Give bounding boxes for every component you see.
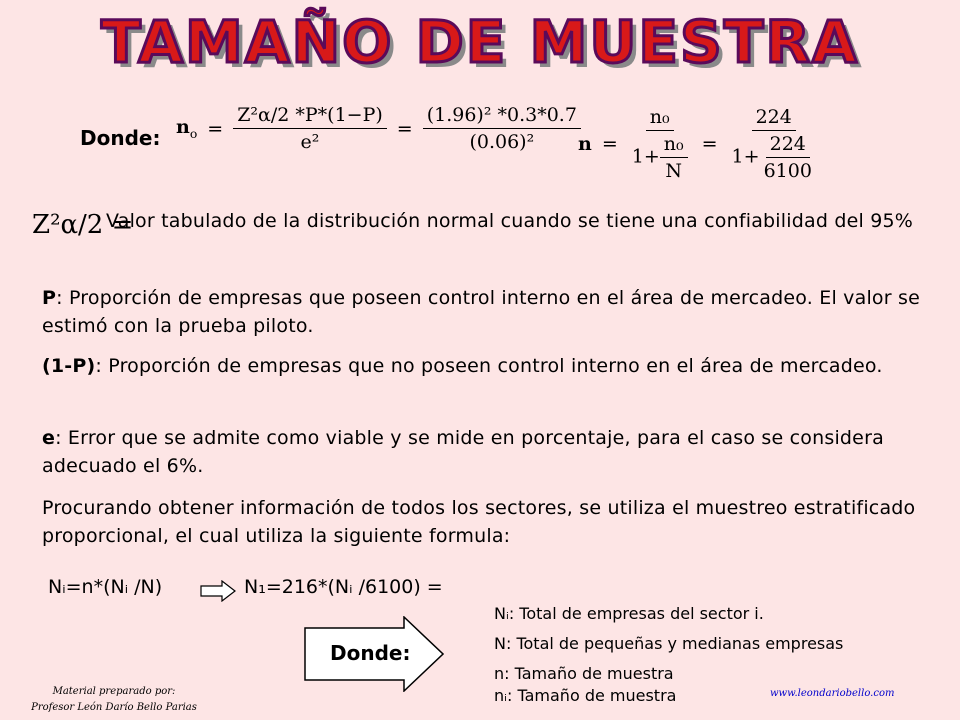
one-minus-p-description: : Proporción de empresas que no poseen control interno en el área de mercadeo. [95,355,883,377]
one-minus-p-label: (1-P) [42,355,96,377]
formula-n-symbolic: n₀ 1+ $\frac{\text{n₀}}{N}$ [628,106,692,182]
formula-n0: $n_o$ = $\frac{\text{Z²α/2 *P*(1−P)}}{\text{e²}}$ = $\frac{\text{(1.96)² *0.3*0.7}}{\text{(0.06)²}}$ [176,104,581,153]
slide-title: TAMAÑO DE MUESTRA [101,8,859,76]
p-description: : Proporción de empresas que poseen control interno en el área de mercadeo. El valor se estimó con la prueba piloto. [42,287,920,337]
formula-n0-lhs: $n_o$ [176,116,198,141]
credit-line-1: Material preparado por: [52,686,176,697]
formula-n-lhs: n [578,133,592,155]
e-description: : Error que se admite como viable y se mide en porcentaje, para el caso se considera adecuado el 6%. [42,427,884,477]
procurando-paragraph: Procurando obtener información de todos los sectores, se utiliza el muestreo estratificado proporcional, el cual utiliza la siguiente formula: [42,497,916,547]
formula-n0-values: $\frac{\text{(1.96)² *0.3*0.7}}{\text{(0.06)²}}$ [423,104,581,153]
formula-n: n = n₀ 1+ $\frac{\text{n₀}}{N}$ = 224 1+ $\frac{224}{6100}$ [578,106,820,182]
website-link[interactable]: www.leondariobello.com [770,688,895,699]
z-symbol: Z²α/2 = [32,210,134,240]
right-arrow-icon [200,580,236,602]
strat-formula: Nᵢ=n*(Nᵢ /N) [48,576,163,598]
credit-line-2: Profesor León Darío Bello Parias [31,702,197,713]
def-ni: Nᵢ: Total de empresas del sector i. [494,604,764,623]
def-ni-sample: nᵢ: Tamaño de muestra [494,686,677,705]
z-description: Valor tabulado de la distribución normal cuando se tiene una confiabilidad del 95% [106,210,914,232]
credit [0,684,228,716]
formula-n0-symbolic: $\frac{\text{Z²α/2 *P*(1−P)}}{\text{e²}}$ [233,104,387,153]
one-minus-p-definition [42,352,932,380]
p-definition [42,284,932,340]
donde-label: Donde: [80,126,161,150]
p-label: P [42,287,57,309]
e-label: e [42,427,56,449]
strat-formula-applied: N₁=216*(Nᵢ /6100) = [244,576,443,598]
e-definition [42,424,932,480]
formula-n-values: 224 1+ $\frac{224}{6100}$ [731,106,812,182]
def-n-total: N: Total de pequeñas y medianas empresas [494,634,844,653]
def-n-sample: n: Tamaño de muestra [494,664,674,683]
donde-arrow-label: Donde: [330,641,411,665]
